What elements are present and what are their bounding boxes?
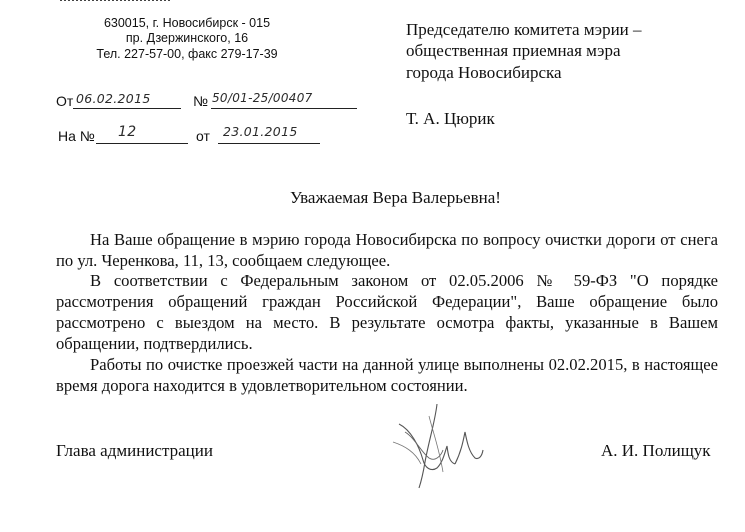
paragraph-result-text: Работы по очистке проезжей части на данной улице выполнены 02.02.2015, в настоящее время дорога находится в удовлетворительном состоянии. (56, 355, 718, 395)
top-cut-line (60, 0, 170, 3)
recipient-name: Т. А. Цюрик (406, 109, 495, 128)
signatory-name: А. И. Полищук (601, 441, 711, 460)
number-handwritten: 50/01-25/00407 (212, 91, 313, 105)
reply-date-handwritten: 23.01.2015 (223, 124, 298, 139)
reply-number-label: На № (58, 128, 95, 144)
reply-number-underline (96, 143, 188, 144)
sender-address-line2: пр. Дзержинского, 16 (125, 31, 249, 45)
reply-date-underline (218, 143, 320, 144)
reply-from-label: от (196, 128, 210, 144)
paragraph-request (56, 229, 718, 271)
recipient-line1: Председателю комитета мэрии – (406, 20, 642, 39)
sender-address-line1: 630015, г. Новосибирск - 015 (103, 16, 271, 30)
from-date-underline (73, 108, 181, 109)
from-label: От (56, 93, 74, 109)
salutation: Уважаемая Вера Валерьевна! (290, 188, 501, 207)
recipient-line3: города Новосибирска (406, 63, 562, 82)
from-date-handwritten: 06.02.2015 (76, 91, 151, 106)
paragraph-legal-basis (56, 270, 718, 354)
signatory-title: Глава администрации (56, 441, 213, 460)
paragraph-legal-basis-text: В соответствии с Федеральным законом от 02.05.2006 № 59-ФЗ "О порядке рассмотрения обращений граждан Российской Федерации", Ваше обращение было рассмотрено с выездом на место. В результате осмотра факты, указанные в Вашем обращении, подтвердились. (56, 271, 718, 353)
paragraph-result (56, 354, 718, 396)
number-label: № (193, 93, 209, 109)
handwritten-signature (385, 402, 485, 490)
recipient-line2: общественная приемная мэра (406, 41, 621, 60)
reply-number-handwritten: 12 (118, 124, 137, 140)
sender-phone-fax: Тел. 227-57-00, факс 279-17-39 (96, 47, 278, 61)
paragraph-request-text: На Ваше обращение в мэрию города Новосибирска по вопросу очистки дороги от снега по ул. Черенкова, 11, 13, сообщаем следующее. (56, 230, 718, 270)
number-underline (211, 108, 357, 109)
